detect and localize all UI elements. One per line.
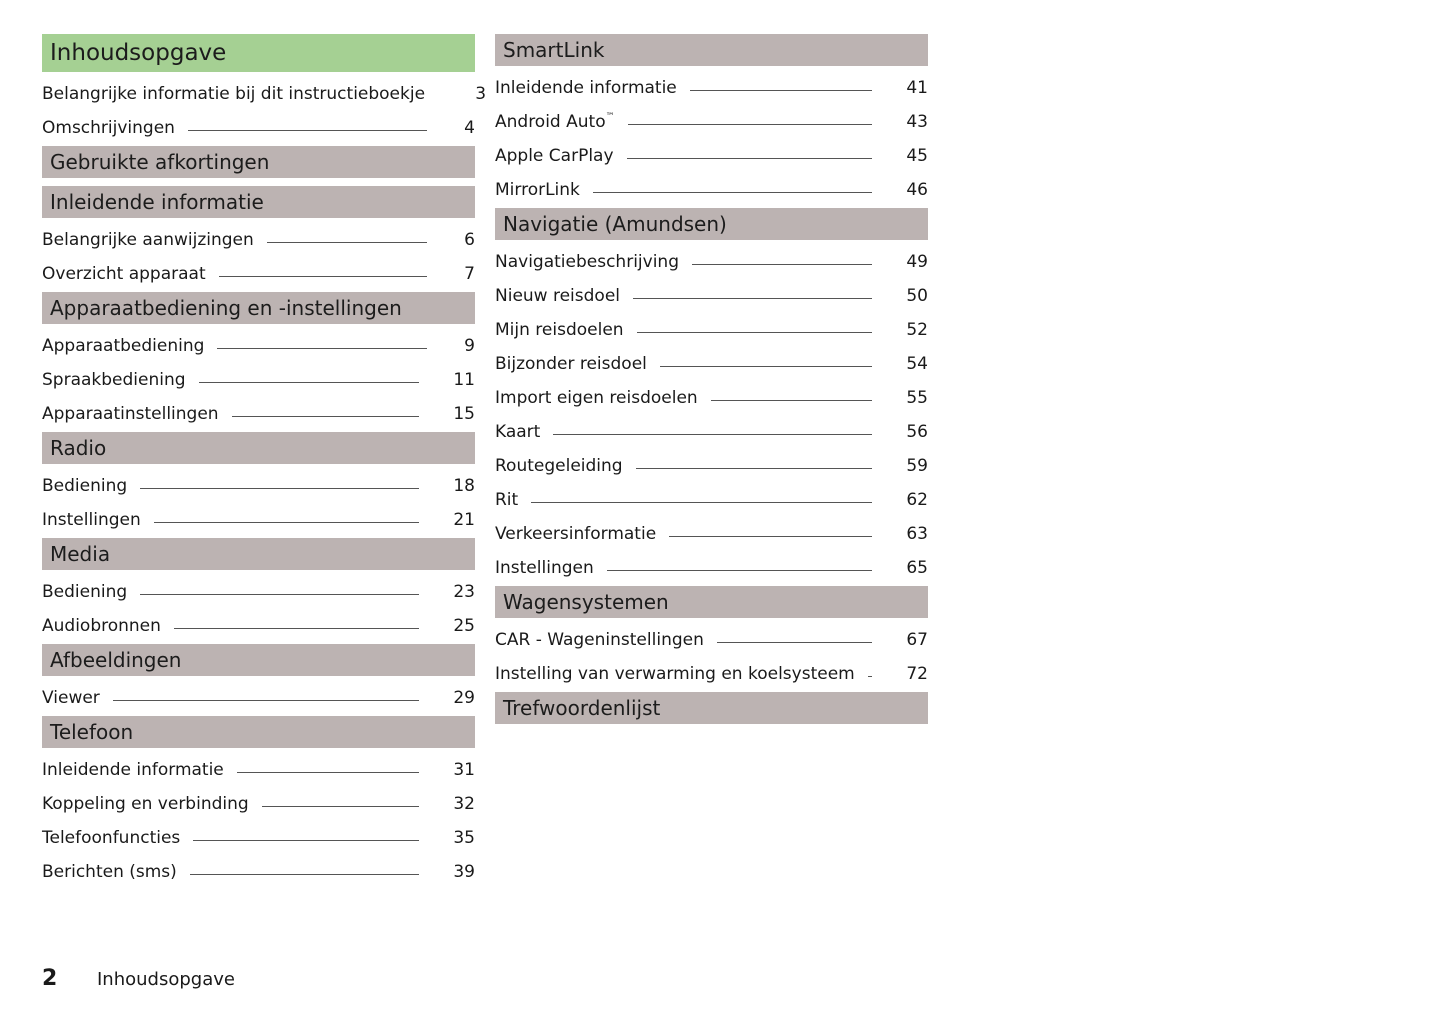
- toc-entry-text: Spraakbediening: [42, 370, 186, 390]
- section-heading[interactable]: Media: [42, 538, 475, 570]
- leader-line: [190, 874, 420, 875]
- leader-line: [154, 522, 420, 523]
- leader-line: [531, 502, 872, 503]
- toc-entry-page: 25: [453, 616, 475, 636]
- section-heading[interactable]: Trefwoordenlijst: [495, 692, 928, 724]
- toc-entry[interactable]: [495, 514, 928, 548]
- toc-entry-label: [495, 630, 704, 650]
- toc-entry-label: [495, 78, 677, 98]
- leader-line: [711, 400, 873, 401]
- toc-entry-label: [42, 616, 161, 636]
- leader-line: [637, 332, 873, 333]
- toc-entry[interactable]: [495, 412, 928, 446]
- toc-entry-label: [42, 264, 206, 284]
- toc-entry-page: 29: [453, 688, 475, 708]
- toc-entry-label: [495, 664, 855, 684]
- toc-entry-label: [495, 252, 679, 272]
- toc-entry-page: 67: [906, 630, 928, 650]
- toc-entry[interactable]: [495, 102, 928, 136]
- leader-line: [628, 124, 873, 125]
- toc-entry[interactable]: [495, 310, 928, 344]
- toc-entry-text: Instellingen: [495, 558, 594, 578]
- toc-entry-page: 72: [906, 664, 928, 684]
- toc-entry-page: 15: [453, 404, 475, 424]
- toc-entry-text: Inleidende informatie: [495, 78, 677, 98]
- toc-entry[interactable]: [42, 108, 475, 142]
- toc-entry[interactable]: [42, 818, 475, 852]
- toc-entry-text: Belangrijke informatie bij dit instructieboekje: [42, 84, 426, 104]
- toc-entry-text: Omschrijvingen: [42, 118, 175, 138]
- toc-entry-label: [42, 828, 180, 848]
- toc-entry-label: [495, 490, 518, 510]
- toc-entry[interactable]: [42, 394, 475, 428]
- toc-entry-label: [495, 180, 580, 200]
- toc-entry-text: Navigatiebeschrijving: [495, 252, 679, 272]
- toc-section-apparaatbediening-en-instellingen: [42, 292, 475, 428]
- toc-entry-page: 55: [906, 388, 928, 408]
- leader-line: [217, 348, 427, 349]
- leader-line: [868, 676, 873, 677]
- toc-entry[interactable]: [495, 136, 928, 170]
- toc-entry-label: [495, 354, 647, 374]
- toc-entry-text: Belangrijke aanwijzingen: [42, 230, 254, 250]
- toc-entry-text: Import eigen reisdoelen: [495, 388, 698, 408]
- toc-entry-page: 52: [906, 320, 928, 340]
- toc-section-wagensystemen: [495, 586, 928, 688]
- section-heading[interactable]: Navigatie (Amundsen): [495, 208, 928, 240]
- toc-section-telefoon: [42, 716, 475, 886]
- toc-entry-page: 49: [906, 252, 928, 272]
- section-heading[interactable]: SmartLink: [495, 34, 928, 66]
- toc-entry-page: 46: [906, 180, 928, 200]
- toc-entry-list: [42, 676, 475, 712]
- toc-entry-label: [495, 286, 620, 306]
- toc-entry[interactable]: [495, 620, 928, 654]
- toc-entry-page: 23: [453, 582, 475, 602]
- toc-section-gebruikte-afkortingen: [42, 146, 475, 178]
- toc-entry-page: 63: [906, 524, 928, 544]
- toc-entry[interactable]: [42, 852, 475, 886]
- toc-entry-list: [495, 618, 928, 688]
- toc-entry[interactable]: [42, 750, 475, 784]
- section-heading[interactable]: Radio: [42, 432, 475, 464]
- toc-entry-label: [495, 456, 623, 476]
- toc-entry-text: Routegeleiding: [495, 456, 623, 476]
- toc-entry-list: [42, 324, 475, 428]
- toc-entry-text: Apple CarPlay: [495, 146, 614, 166]
- leader-line: [633, 298, 872, 299]
- toc-entry-label: [42, 510, 141, 530]
- toc-entry-page: 11: [453, 370, 475, 390]
- leader-line: [690, 90, 873, 91]
- leader-line: [660, 366, 872, 367]
- toc-entry-list: [42, 72, 487, 142]
- toc-entry-label: [495, 388, 698, 408]
- toc-entry-label: [42, 370, 186, 390]
- toc-entry-label: [42, 862, 177, 882]
- section-heading[interactable]: Gebruikte afkortingen: [42, 146, 475, 178]
- toc-entry-list: [495, 66, 928, 204]
- toc-entry-label: [42, 118, 175, 138]
- page-number: 2: [42, 966, 58, 991]
- toc-entry-label: [495, 524, 656, 544]
- toc-entry[interactable]: [495, 170, 928, 204]
- toc-entry-label: [42, 230, 254, 250]
- toc-entry-text: Rit: [495, 490, 519, 510]
- leader-line: [593, 192, 872, 193]
- leader-line: [267, 242, 427, 243]
- toc-entry-list: [42, 748, 475, 886]
- leader-line: [553, 434, 872, 435]
- toc-entry-text: Mijn reisdoelen: [495, 320, 624, 340]
- toc-entry[interactable]: [42, 500, 475, 534]
- section-heading[interactable]: Apparaatbediening en -instellingen: [42, 292, 475, 324]
- toc-entry-page: 18: [453, 476, 475, 496]
- toc-entry-list: [42, 570, 475, 640]
- toc-entry[interactable]: [495, 480, 928, 514]
- toc-entry[interactable]: [42, 254, 475, 288]
- toc-entry-text: Inleidende informatie: [42, 760, 224, 780]
- toc-entry-label: [495, 422, 540, 442]
- leader-line: [717, 642, 872, 643]
- section-heading[interactable]: Afbeeldingen: [42, 644, 475, 676]
- toc-entry-text: Instellingen: [42, 510, 141, 530]
- toc-entry[interactable]: [495, 68, 928, 102]
- toc-entry[interactable]: [495, 242, 928, 276]
- toc-entry-page: 4: [464, 118, 475, 138]
- leader-line: [219, 276, 427, 277]
- toc-entry-label: [42, 582, 127, 602]
- toc-left-column: [42, 34, 487, 886]
- toc-entry[interactable]: [42, 466, 475, 500]
- toc-entry[interactable]: [42, 360, 475, 394]
- toc-entry-text: Viewer: [42, 688, 100, 708]
- leader-line: [140, 594, 419, 595]
- toc-entry[interactable]: [495, 276, 928, 310]
- toc-entry-label: [42, 794, 249, 814]
- toc-entry-page: 32: [453, 794, 475, 814]
- leader-line: [113, 700, 420, 701]
- toc-entry[interactable]: [495, 378, 928, 412]
- toc-section-radio: [42, 432, 475, 534]
- toc-right-column: [495, 34, 928, 732]
- toc-section-inleidende-informatie: [42, 186, 475, 288]
- toc-entry-page: 56: [906, 422, 928, 442]
- toc-entry-label: [42, 84, 425, 104]
- toc-entry-page: 35: [453, 828, 475, 848]
- section-heading[interactable]: Inleidende informatie: [42, 186, 475, 218]
- toc-entry-page: 50: [906, 286, 928, 306]
- toc-entry[interactable]: [495, 344, 928, 378]
- toc-entry-page: 3: [475, 84, 487, 104]
- toc-entry-text: Apparaatinstellingen: [42, 404, 219, 424]
- toc-entry-page: 7: [464, 264, 475, 284]
- toc-section-inhoudsopgave: [42, 34, 487, 142]
- leader-line: [188, 130, 427, 131]
- toc-entry-text: Berichten (sms): [42, 862, 177, 882]
- toc-entry-page: 41: [906, 78, 928, 98]
- leader-line: [669, 536, 872, 537]
- toc-entry-list: [42, 464, 475, 534]
- toc-entry[interactable]: [42, 572, 475, 606]
- toc-section-navigatie-amundsen: [495, 208, 928, 582]
- toc-entry-text: Apparaatbediening: [42, 336, 205, 356]
- leader-line: [262, 806, 420, 807]
- toc-entry-text: Nieuw reisdoel: [495, 286, 621, 306]
- toc-entry-text: Bediening: [42, 476, 128, 496]
- toc-entry-label: [495, 558, 594, 578]
- toc-entry-text: Verkeersinformatie: [495, 524, 657, 544]
- leader-line: [174, 628, 419, 629]
- leader-line: [140, 488, 419, 489]
- toc-entry-text: Bijzonder reisdoel: [495, 354, 647, 374]
- toc-entry-label: [42, 476, 127, 496]
- toc-entry-text: Android Auto: [495, 112, 606, 132]
- toc-entry-page: 62: [906, 490, 928, 510]
- toc-entry-label: [495, 146, 614, 166]
- toc-entry-text: Koppeling en verbinding: [42, 794, 249, 814]
- toc-entry[interactable]: [42, 326, 475, 360]
- toc-entry-label: [42, 760, 224, 780]
- toc-entry[interactable]: [42, 220, 475, 254]
- toc-entry-label: [495, 320, 624, 340]
- toc-entry-text: Telefoonfuncties: [42, 828, 181, 848]
- page-footer: [42, 966, 235, 991]
- toc-entry[interactable]: [42, 678, 475, 712]
- toc-entry-text: Audiobronnen: [42, 616, 161, 636]
- toc-entry[interactable]: [42, 74, 487, 108]
- section-heading[interactable]: Wagensystemen: [495, 586, 928, 618]
- toc-entry[interactable]: [42, 784, 475, 818]
- toc-entry-text: Overzicht apparaat: [42, 264, 206, 284]
- toc-entry-page: 54: [906, 354, 928, 374]
- toc-entry-page: 65: [906, 558, 928, 578]
- toc-entry[interactable]: [495, 548, 928, 582]
- toc-section-trefwoordenlijst: [495, 692, 928, 724]
- footer-title: Inhoudsopgave: [97, 969, 235, 990]
- toc-entry-text: CAR - Wageninstellingen: [495, 630, 704, 650]
- toc-entry-page: 6: [464, 230, 475, 250]
- toc-entry-label: [42, 688, 100, 708]
- toc-entry-page: 31: [453, 760, 475, 780]
- toc-entry-list: [42, 218, 475, 288]
- toc-entry-text: Kaart: [495, 422, 541, 442]
- toc-section-smartlink: [495, 34, 928, 204]
- section-heading[interactable]: Telefoon: [42, 716, 475, 748]
- toc-entry-page: 45: [906, 146, 928, 166]
- toc-entry[interactable]: [495, 654, 928, 688]
- leader-line: [193, 840, 419, 841]
- toc-entry-page: 59: [906, 456, 928, 476]
- toc-entry-text: Bediening: [42, 582, 128, 602]
- toc-entry-text: Instelling van verwarming en koelsysteem: [495, 664, 855, 684]
- toc-entry-page: 9: [464, 336, 475, 356]
- toc-entry[interactable]: [495, 446, 928, 480]
- toc-entry-text: MirrorLink: [495, 180, 580, 200]
- toc-entry-label: [42, 404, 219, 424]
- leader-line: [692, 264, 872, 265]
- leader-line: [237, 772, 420, 773]
- page-title[interactable]: Inhoudsopgave: [42, 34, 475, 72]
- toc-entry-page: 43: [906, 112, 928, 132]
- trademark-mark: ™: [605, 112, 615, 122]
- toc-section-afbeeldingen: [42, 644, 475, 712]
- toc-entry-label: [42, 336, 204, 356]
- leader-line: [636, 468, 873, 469]
- leader-line: [607, 570, 873, 571]
- toc-entry-list: [495, 240, 928, 582]
- toc-entry-label: [495, 112, 615, 132]
- leader-line: [199, 382, 420, 383]
- leader-line: [232, 416, 420, 417]
- toc-entry-page: 21: [453, 510, 475, 530]
- toc-entry[interactable]: [42, 606, 475, 640]
- leader-line: [627, 158, 873, 159]
- toc-entry-page: 39: [453, 862, 475, 882]
- toc-section-media: [42, 538, 475, 640]
